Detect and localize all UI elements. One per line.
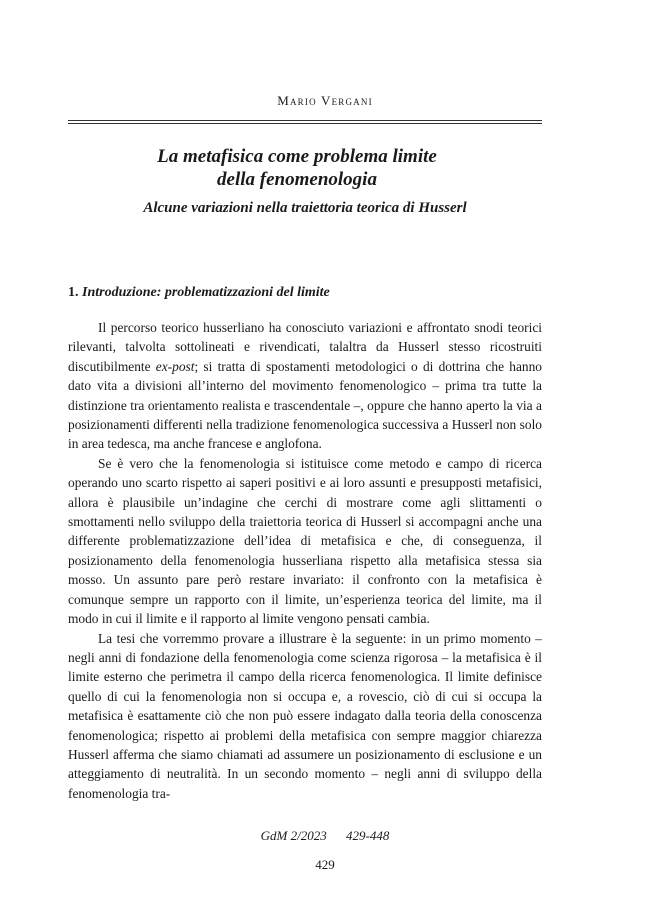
article-title-line-1: La metafisica come problema limite	[157, 146, 437, 167]
header-rule-bottom	[68, 123, 542, 124]
paragraph-1-start: Il percorso teorico husserliano ha conosciuto variazioni e affrontato snodi teorici rilevanti, talvolta sottolineati e rivendicati, talaltra da Husserl stesso ricostruiti discutibilmente	[68, 320, 542, 374]
journal-reference	[0, 828, 650, 844]
section-title: Introduzione: problematizzazioni del limite	[82, 285, 330, 300]
paragraph-1	[68, 318, 542, 454]
header-rule-top	[68, 120, 542, 121]
section-heading	[68, 283, 542, 303]
article-title-line-2: della fenomenologia	[217, 169, 377, 190]
paragraph-3: La tesi che vorremmo provare a illustrare è la seguente: in un primo momento – negli anni di fondazione della fenomenologia come scienza rigorosa – la metafisica è il limite esterno che perimetra il campo della ricerca fenomenologica. Il limite definisce quello di cui la fenomenologia non si occupa e, a rovescio, ciò di cui si occupa la metafisica è esattamente ciò che non può essere indagato dalla teoria della conoscenza fenomenologica; rispetto ai problemi della metafisica con sempre maggior chiarezza Husserl afferma che siamo chiamati ad assumere un posizionamento di esclusione e un atteggiamento di neutralità. In un secondo momento – negli anni di sviluppo della fenomenologia tra-	[68, 630, 542, 801]
paragraph-1-emphasis: ex-post	[155, 358, 195, 374]
paragraph-2: Se è vero che la fenomenologia si istituisce come metodo e campo di ricerca operando uno scarto rispetto ai saperi positivi e ai loro assunti e presupposti metafisici, allora è plausibile un’indagine che cerchi di mostrare come agli slittamenti o smottamenti nello sviluppo della traiettoria teorica di Husserl si accompagni anche una differente problematizzazione dell’idea di metafisica e che, di conseguenza, il posizionamento della fenomenologia husserliana rispetto alla metafisica stessa sia mosso. Un assunto pare però restare invariato: il confronto con la metafisica è comunque sempre un rapporto con il limite, un’esperienza teorica del limite, ma il modo in cui il limite e il rapporto al limite vengono pensati cambia.	[68, 455, 542, 627]
article-subtitle: Alcune variazioni nella traiettoria teorica di Husserl	[143, 200, 467, 216]
page-range: 429-448	[346, 828, 390, 843]
page-number: 429	[315, 857, 335, 872]
body-text	[68, 318, 542, 803]
journal-issue: GdM 2/2023	[260, 828, 327, 843]
section-number: 1.	[68, 285, 79, 300]
running-head-author: Mario Vergani	[277, 93, 373, 108]
paragraph-1-end: ; si tratta di spostamenti metodologici o di dottrina che hanno dato vita a divisioni all’interno del movimento fenomenologico – prima tra tutte la distinzione tra orientamento realista e trascendentale –, oppure che hanno aperto la via a posizionamenti differenti nella tradizione fenomenologica successiva a Husserl non solo in area tedesca, ma anche francese e anglofona.	[68, 358, 542, 452]
